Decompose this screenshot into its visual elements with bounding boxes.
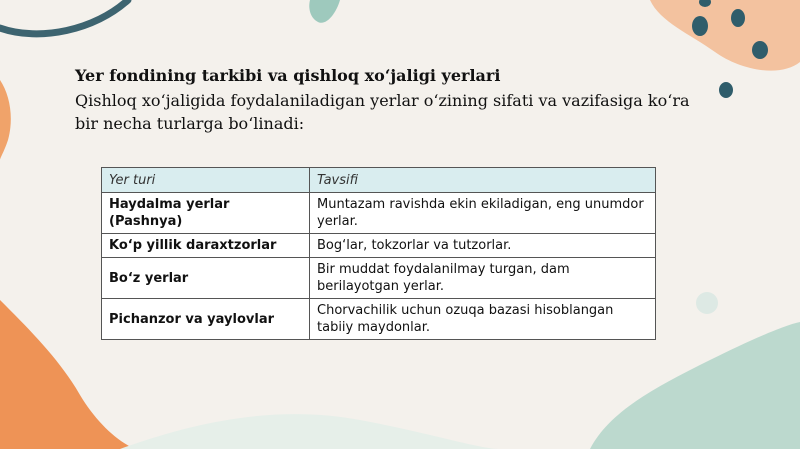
table-row xyxy=(102,193,656,234)
slide-intro-text: Qishloq xo‘jaligida foydalaniladigan yerlar o‘zining sifati va vazifasiga ko‘ra bir necha turlarga bo‘linadi: xyxy=(75,91,690,133)
mint-blob-bottom-right xyxy=(590,322,800,449)
teal-dot-2 xyxy=(731,9,745,27)
description-cell: Chorvachilik uchun ozuqa bazasi hisoblangan tabiiy maydonlar. xyxy=(310,299,656,340)
land-types-table xyxy=(101,167,656,340)
teal-dot-3 xyxy=(752,41,768,59)
teal-dot-1 xyxy=(692,16,708,36)
description-cell: Bir muddat foydalanilmay turgan, dam berilayotgan yerlar. xyxy=(310,258,656,299)
slide-heading: Yer fondining tarkibi va qishloq xo‘jaligi yerlari xyxy=(75,66,501,85)
land-type-cell: Haydalma yerlar (Pashnya) xyxy=(102,193,310,234)
faint-circle xyxy=(696,292,718,314)
teal-dot-5 xyxy=(719,82,733,98)
land-type-cell: Ko‘p yillik daraxtzorlar xyxy=(102,234,310,258)
mint-band-bottom xyxy=(120,414,500,449)
column-header-description: Tavsifi xyxy=(310,168,656,193)
table-row xyxy=(102,258,656,299)
teal-arc-shape xyxy=(0,0,128,34)
column-header-type: Yer turi xyxy=(102,168,310,193)
land-type-cell: Bo‘z yerlar xyxy=(102,258,310,299)
table-row xyxy=(102,234,656,258)
land-type-cell: Pichanzor va yaylovlar xyxy=(102,299,310,340)
orange-blob-left-edge xyxy=(0,80,11,160)
table-header-row xyxy=(102,168,656,193)
table-row xyxy=(102,299,656,340)
description-cell: Bog‘lar, tokzorlar va tutzorlar. xyxy=(310,234,656,258)
mint-leaf-shape xyxy=(309,0,340,23)
description-cell: Muntazam ravishda ekin ekiladigan, eng unumdor yerlar. xyxy=(310,193,656,234)
orange-blob-top-right xyxy=(650,0,800,71)
